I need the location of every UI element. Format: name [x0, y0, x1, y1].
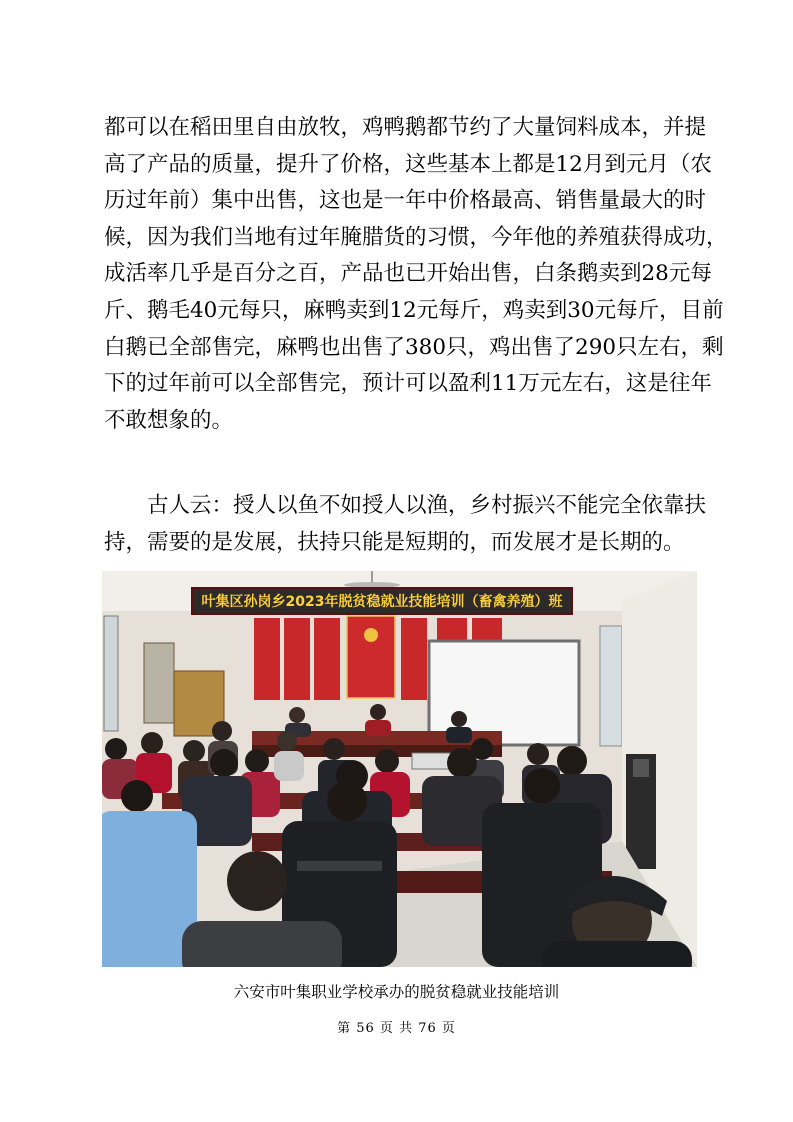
training-class-photo [102, 571, 697, 967]
photo-caption: 六安市叶集职业学校承办的脱贫稳就业技能培训 [233, 983, 560, 1001]
text-line: 高了产品的质量，提升了价格，这些基本上都是12月到元月（农 [104, 151, 712, 177]
body-paragraph-1 [104, 110, 728, 439]
text-line: 成活率几乎是百分之百，产品也已开始出售，白条鹅卖到28元每 [104, 261, 712, 287]
text-line: 持，需要的是发展，扶持只能是短期的，而发展才是长期的。 [104, 529, 685, 555]
text-line: 候，因为我们当地有过年腌腊货的习惯，今年他的养殖获得成功， [104, 224, 728, 250]
text-line: 不敢想象的。 [104, 407, 234, 433]
text-line: 斤、鹅毛40元每只，麻鸭卖到12元每斤，鸡卖到30元每斤，目前 [104, 297, 724, 323]
text-line: 白鹅已全部售完，麻鸭也出售了380只，鸡出售了290只左右，剩 [104, 334, 724, 360]
body-paragraph-2 [104, 488, 707, 561]
text-line: 历过年前）集中出售，这也是一年中价格最高、销售量最大的时 [104, 188, 707, 214]
text-line: 古人云：授人以鱼不如授人以渔，乡村振兴不能完全依靠扶 [147, 493, 707, 518]
banner-text: 叶集区孙岗乡2023年脱贫稳就业技能培训（畜禽养殖）班 [201, 594, 563, 610]
text-line: 都可以在稻田里自由放牧，鸡鸭鹅都节约了大量饲料成本，并提 [104, 115, 707, 140]
page-number: 第 56 页 共 76 页 [337, 1021, 456, 1036]
text-line: 下的过年前可以全部售完，预计可以盈利11万元左右，这是往年 [104, 371, 712, 397]
